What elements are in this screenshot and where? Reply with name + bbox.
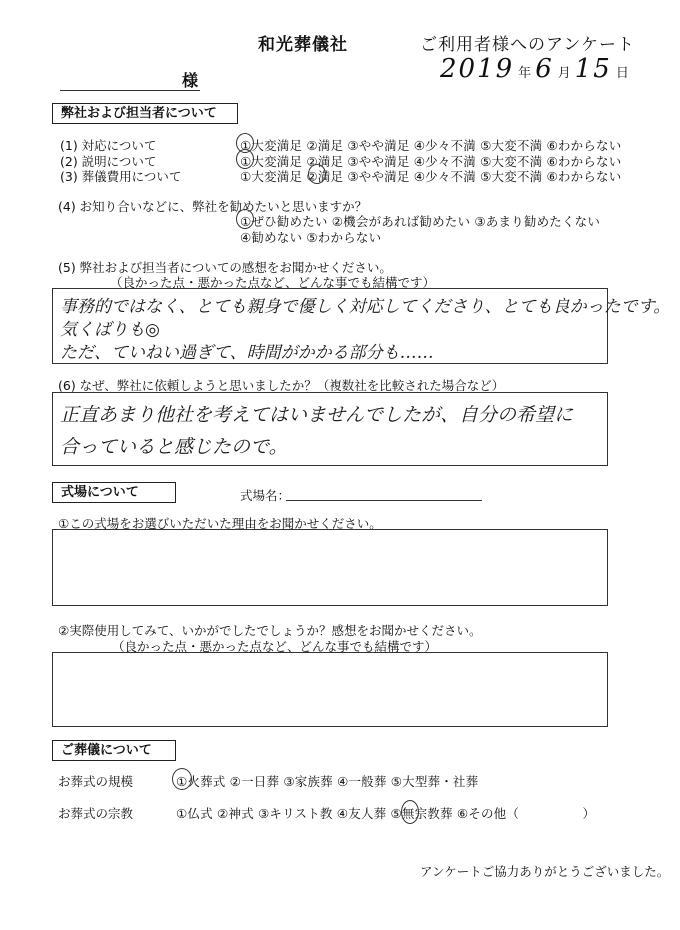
q5-answer-line-2: 気くばりも◎	[60, 320, 160, 340]
date-month-unit: 月	[557, 66, 571, 81]
q4-options-line2: ④勧めない ⑤わからない	[240, 230, 382, 245]
section-venue: 式場について	[52, 482, 176, 503]
date-month: 6	[535, 54, 554, 84]
q5-answer-line-1: 事務的ではなく、とても親身で優しく対応してくださり、とても良かったです。	[60, 297, 671, 317]
date-year-unit: 年	[518, 66, 532, 81]
date-day-unit: 日	[615, 66, 629, 81]
q4-selected-circle	[236, 209, 254, 229]
q6-answer-line-1: 正直あまり他社を考えてはいませんでしたが、自分の希望に	[60, 404, 574, 426]
q4-question: (4) お知り合いなどに、弊社を勧めたいと思いますか？	[58, 199, 368, 214]
q4-options-line1: ①ぜひ勧めたい ②機会があれば勧めたい ③あまり勧めたくない	[240, 214, 601, 229]
q5-hint: （良かった点・悪かった点など、どんな事でも結構です）	[110, 275, 436, 290]
date-year: 2019	[440, 54, 515, 84]
venue-q2-hint: （良かった点・悪かった点など、どんな事でも結構です）	[112, 639, 438, 654]
q1-options: ①大変満足 ②満足 ③やや満足 ④少々不満 ⑤大変不満 ⑥わからない	[240, 138, 622, 153]
funeral-scale-label: お葬式の規模	[58, 774, 134, 789]
section-funeral: ご葬儀について	[52, 740, 176, 761]
q2-selected-circle	[236, 149, 254, 169]
venue-name-line	[286, 500, 482, 501]
section-company-staff: 弊社および担当者について	[52, 103, 238, 124]
venue-name-label: 式場名：	[240, 488, 291, 503]
q1-label: (1) 対応について	[60, 138, 157, 153]
scale-selected-circle	[172, 768, 192, 790]
funeral-scale-options: ①火葬式 ②一日葬 ③家族葬 ④一般葬 ⑤大型葬・社葬	[176, 774, 479, 789]
funeral-religion-options: ①仏式 ②神式 ③キリスト教 ④友人葬 ⑤無宗教葬 ⑥その他（ ）	[176, 806, 596, 821]
q2-options: ①大変満足 ②満足 ③やや満足 ④少々不満 ⑤大変不満 ⑥わからない	[240, 154, 622, 169]
q5-question: (5) 弊社および担当者についての感想をお聞かせください。	[58, 260, 392, 275]
q6-answer-line-2: 合っていると感じたので。	[60, 436, 288, 458]
date-day: 15	[574, 54, 612, 84]
q3-selected-circle	[308, 164, 326, 184]
q5-answer-line-3: ただ、ていねい過ぎて、時間がかかる部分も……	[60, 343, 434, 363]
survey-date	[440, 54, 633, 84]
survey-title: ご利用者様へのアンケート	[420, 35, 635, 55]
q6-question: (6) なぜ、弊社に依頼しようと思いましたか？（複数社を比較された場合など）	[58, 378, 505, 393]
venue-q2-answer-box	[52, 652, 608, 727]
funeral-religion-label: お葬式の宗教	[58, 806, 134, 821]
q3-options: ①大変満足 ②満足 ③やや満足 ④少々不満 ⑤大変不満 ⑥わからない	[240, 169, 622, 184]
religion-selected-circle	[401, 800, 419, 824]
venue-q1: ①この式場をお選びいただいた理由をお聞かせください。	[58, 516, 382, 531]
footer-thanks: アンケートご協力ありがとうございました。	[420, 864, 670, 879]
q2-label: (2) 説明について	[60, 154, 157, 169]
company-name: 和光葬儀社	[258, 35, 348, 55]
venue-q1-answer-box	[52, 529, 608, 606]
venue-q2: ②実際使用してみて、いかがでしたでしょうか？感想をお聞かせください。	[58, 623, 482, 638]
q3-label: (3) 葬儀費用について	[60, 169, 182, 184]
customer-name-line	[60, 90, 200, 91]
customer-honorific: 様	[182, 71, 199, 90]
